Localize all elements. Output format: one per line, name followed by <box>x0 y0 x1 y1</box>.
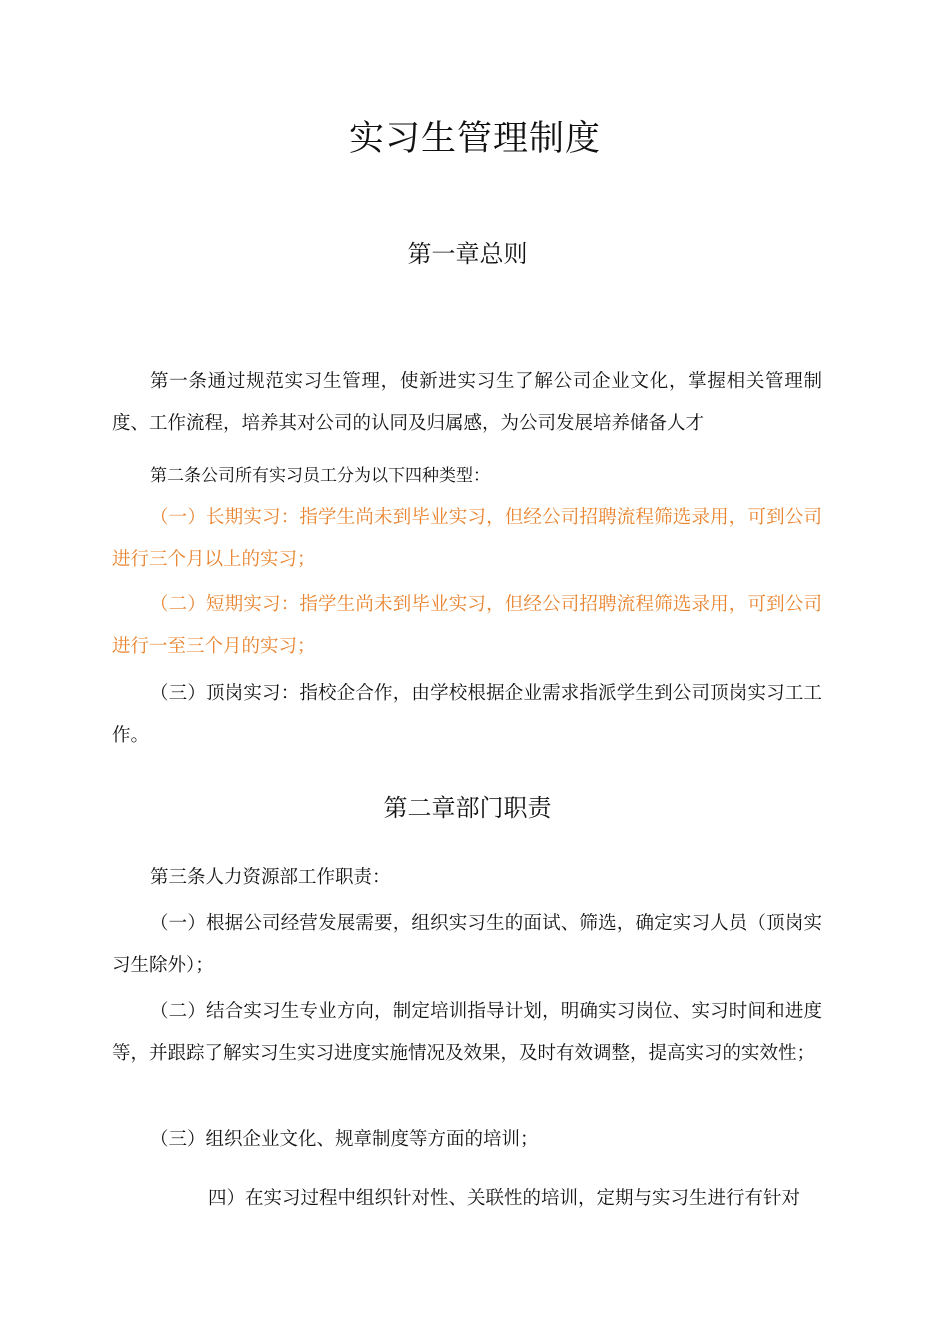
article-3-paragraph: 第三条人力资源部工作职责： <box>150 867 391 888</box>
article-2-paragraph: 第二条公司所有实习员工分为以下四种类型： <box>150 466 490 486</box>
hr-duty-1-paragraph: （一）根据公司经营发展需要，组织实习生的面试、筛选，确定实习人员（顶岗实习生除外）； <box>112 913 822 976</box>
short-term-internship-paragraph: （二）短期实习：指学生尚未到毕业实习，但经公司招聘流程筛选录用，可到公司进行一至三个月的实习； <box>112 594 822 657</box>
chapter-heading-1: 第一章总则 <box>407 240 528 268</box>
hr-duty-4-paragraph: 四）在实习过程中组织针对性、关联性的培训，定期与实习生进行有针对 <box>208 1188 801 1209</box>
hr-duty-3-paragraph: （三）组织企业文化、规章制度等方面的培训； <box>150 1129 539 1150</box>
document-title: 实习生管理制度 <box>348 119 601 159</box>
placement-internship-paragraph: （三）顶岗实习：指校企合作，由学校根据企业需求指派学生到公司顶岗实习工工作。 <box>112 683 822 746</box>
hr-duty-2-paragraph: （二）结合实习生专业方向，制定培训指导计划，明确实习岗位、实习时间和进度等，并跟踪了解实习生实习进度实施情况及效果，及时有效调整，提高实习的实效性； <box>112 1001 822 1064</box>
article-1-paragraph: 第一条通过规范实习生管理，使新进实习生了解公司企业文化，掌握相关管理制度、工作流程，培养其对公司的认同及归属感，为公司发展培养储备人才 <box>112 371 822 434</box>
chapter-heading-2: 第二章部门职责 <box>383 794 552 822</box>
long-term-internship-paragraph: （一）长期实习：指学生尚未到毕业实习，但经公司招聘流程筛选录用，可到公司进行三个月以上的实习； <box>112 507 822 570</box>
